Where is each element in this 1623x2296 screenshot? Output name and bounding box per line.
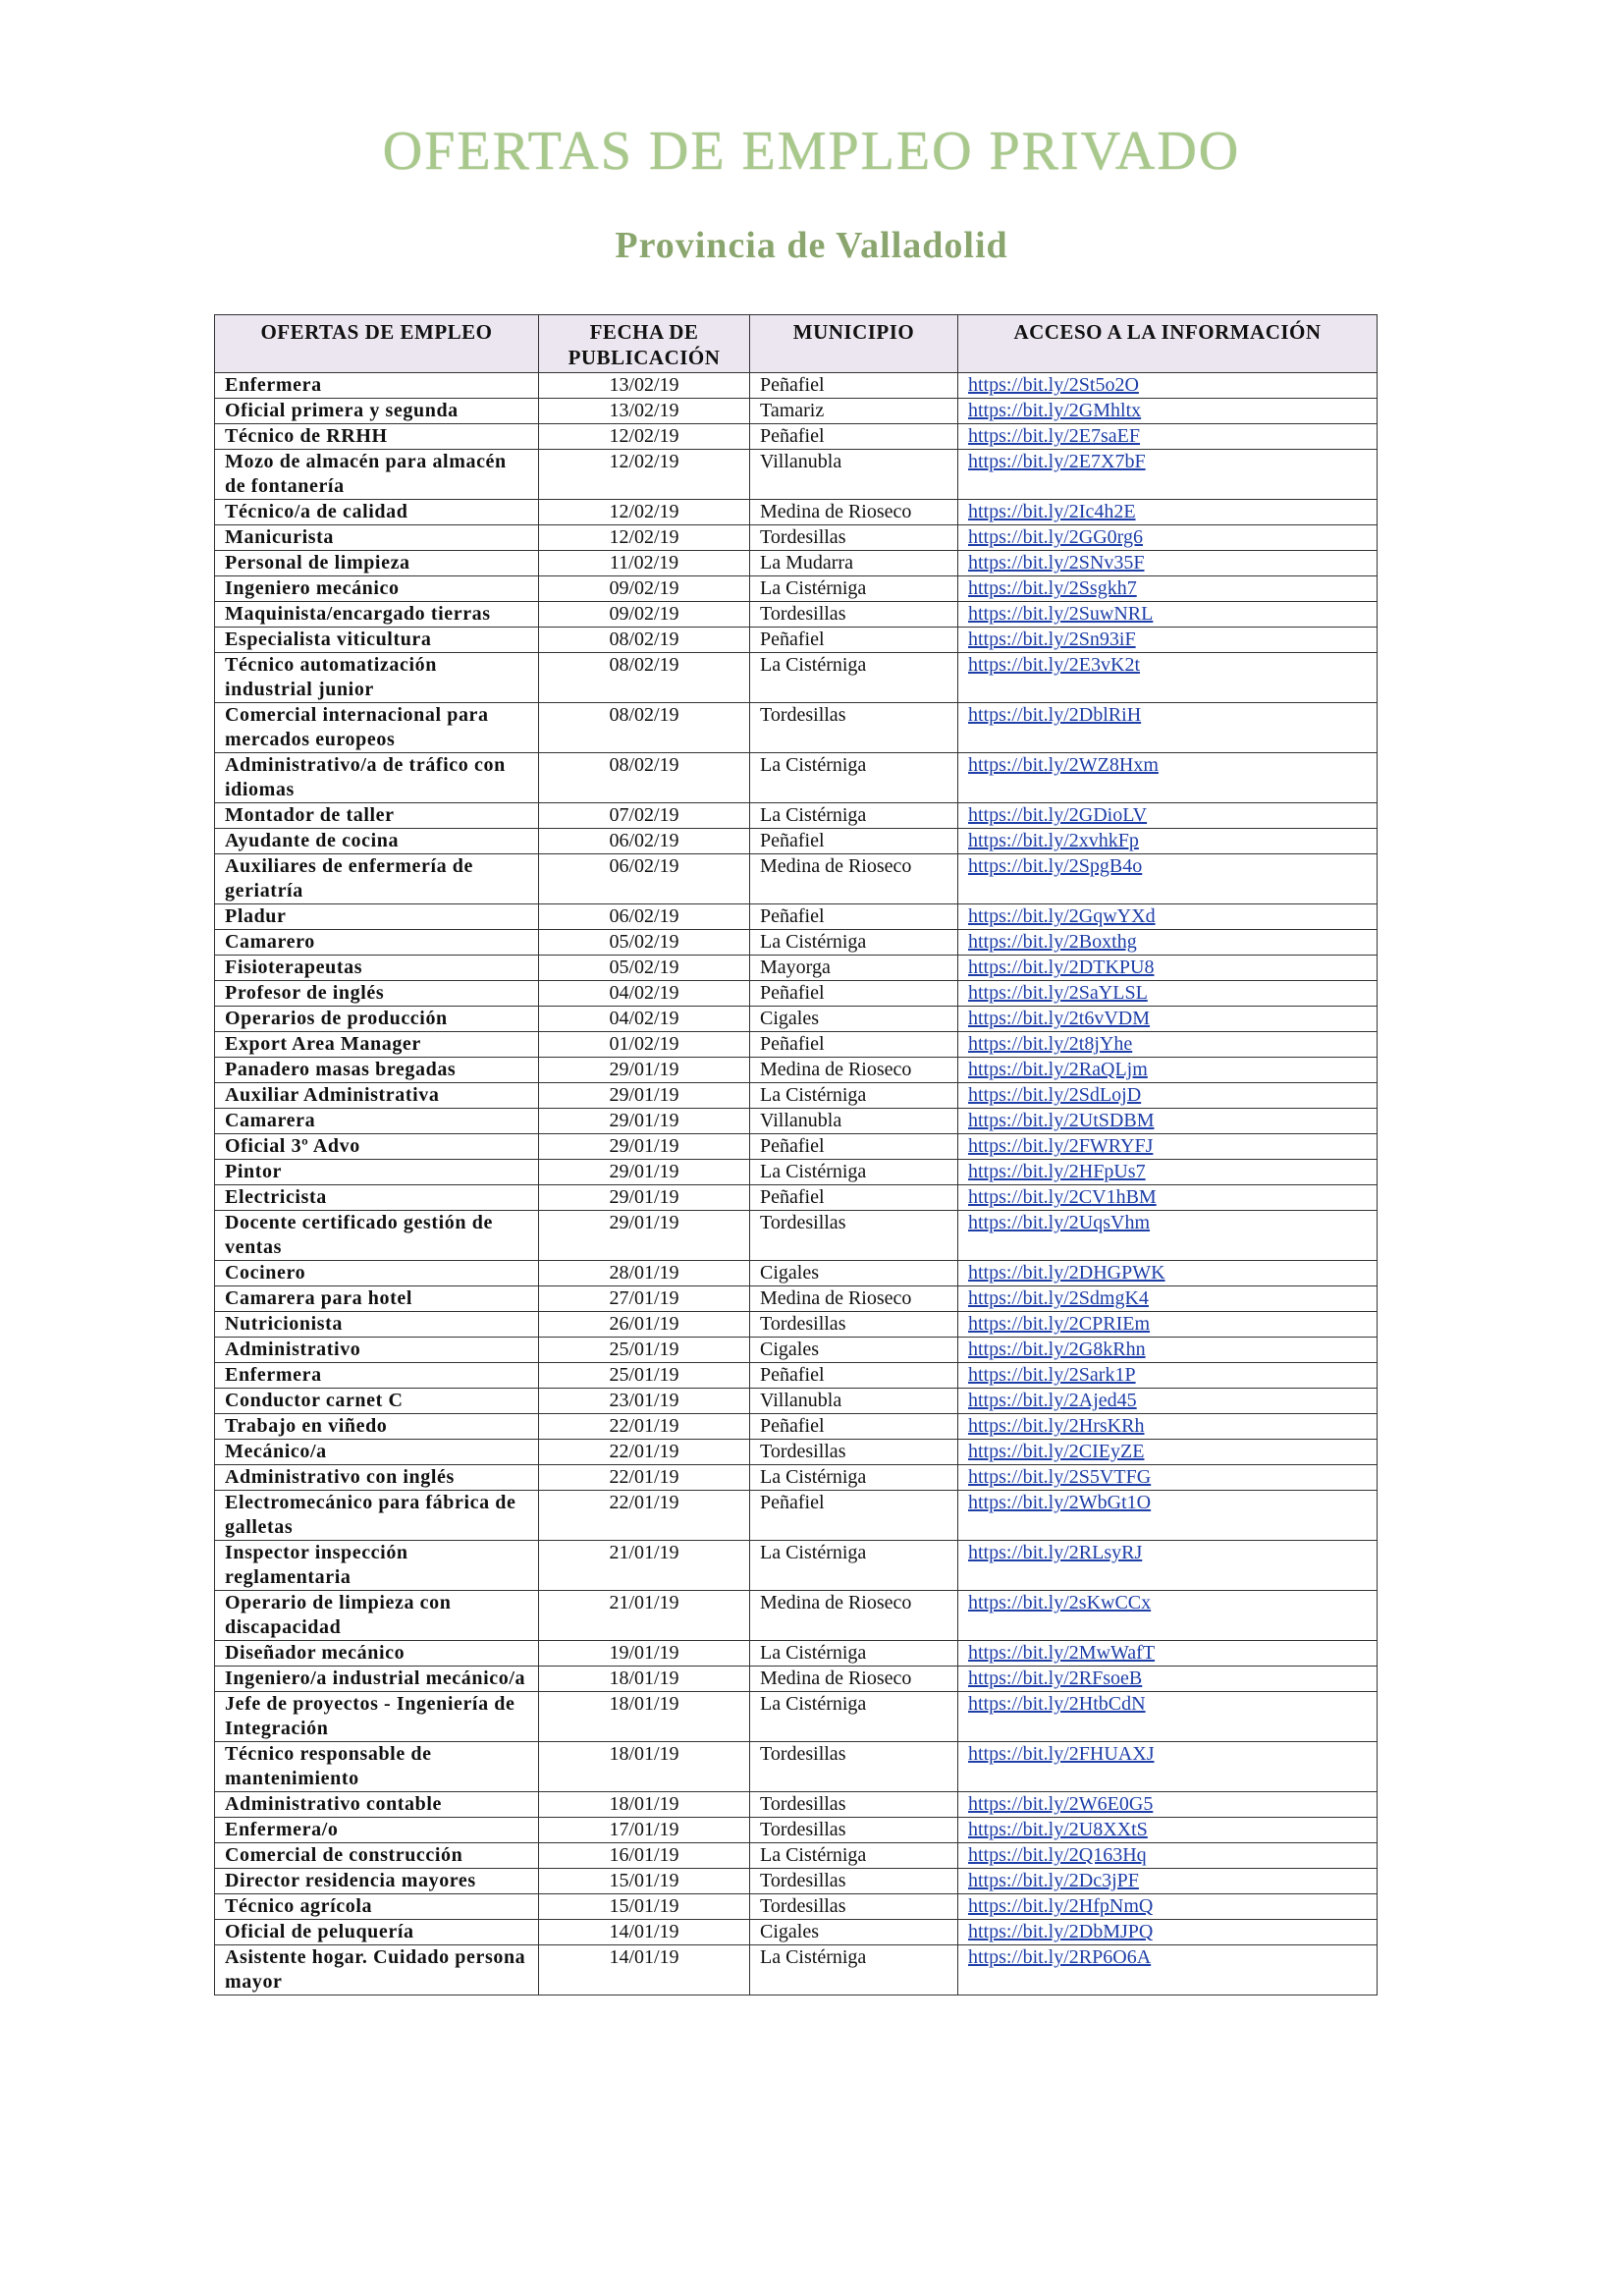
publication-date-cell: 29/01/19 — [539, 1109, 750, 1134]
offer-title-cell: Comercial internacional para mercados europeos — [215, 703, 539, 753]
publication-date-cell: 05/02/19 — [539, 956, 750, 981]
offer-title-cell: Fisioterapeutas — [215, 956, 539, 981]
municipality-cell: Peñafiel — [750, 628, 958, 653]
offer-title-cell: Mecánico/a — [215, 1440, 539, 1465]
offer-title-cell: Personal de limpieza — [215, 551, 539, 576]
info-link[interactable]: https://bit.ly/2HfpNmQ — [958, 1894, 1378, 1920]
offer-title-cell: Técnico/a de calidad — [215, 500, 539, 525]
table-row — [215, 1440, 1378, 1465]
publication-date-cell: 29/01/19 — [539, 1185, 750, 1211]
publication-date-cell: 17/01/19 — [539, 1818, 750, 1843]
publication-date-cell: 12/02/19 — [539, 525, 750, 551]
municipality-cell: Medina de Rioseco — [750, 1286, 958, 1312]
publication-date-cell: 29/01/19 — [539, 1211, 750, 1261]
table-row — [215, 399, 1378, 424]
info-link[interactable]: https://bit.ly/2SuwNRL — [958, 602, 1378, 628]
table-row — [215, 576, 1378, 602]
info-link[interactable]: https://bit.ly/2St5o2O — [958, 373, 1378, 399]
info-link[interactable]: https://bit.ly/2RP6O6A — [958, 1945, 1378, 1995]
table-row — [215, 628, 1378, 653]
table-row — [215, 1869, 1378, 1894]
table-row — [215, 803, 1378, 829]
info-link[interactable]: https://bit.ly/2Ajed45 — [958, 1389, 1378, 1414]
info-link[interactable]: https://bit.ly/2DHGPWK — [958, 1261, 1378, 1286]
info-link[interactable]: https://bit.ly/2RLsyRJ — [958, 1541, 1378, 1591]
offer-title-cell: Profesor de inglés — [215, 981, 539, 1007]
offer-title-cell: Ingeniero mecánico — [215, 576, 539, 602]
table-header-row — [215, 315, 1378, 373]
offer-title-cell: Oficial 3º Advo — [215, 1134, 539, 1160]
publication-date-cell: 08/02/19 — [539, 628, 750, 653]
publication-date-cell: 25/01/19 — [539, 1338, 750, 1363]
municipality-cell: Peñafiel — [750, 829, 958, 854]
publication-date-cell: 08/02/19 — [539, 703, 750, 753]
offer-title-cell: Especialista viticultura — [215, 628, 539, 653]
table-row — [215, 1692, 1378, 1742]
offer-title-cell: Pintor — [215, 1160, 539, 1185]
offer-title-cell: Montador de taller — [215, 803, 539, 829]
offer-title-cell: Administrativo/a de tráfico con idiomas — [215, 753, 539, 803]
publication-date-cell: 22/01/19 — [539, 1414, 750, 1440]
table-row — [215, 1843, 1378, 1869]
info-link[interactable]: https://bit.ly/2SpgB4o — [958, 854, 1378, 904]
offer-title-cell: Conductor carnet C — [215, 1389, 539, 1414]
publication-date-cell: 18/01/19 — [539, 1792, 750, 1818]
info-link[interactable]: https://bit.ly/2Sn93iF — [958, 628, 1378, 653]
info-link[interactable]: https://bit.ly/2HFpUs7 — [958, 1160, 1378, 1185]
table-row — [215, 1083, 1378, 1109]
table-row — [215, 1134, 1378, 1160]
table-row — [215, 525, 1378, 551]
page-subtitle: Provincia de Valladolid — [615, 225, 1008, 266]
info-link[interactable]: https://bit.ly/2DblRiH — [958, 703, 1378, 753]
info-link[interactable]: https://bit.ly/2E7saEF — [958, 424, 1378, 450]
publication-date-cell: 22/01/19 — [539, 1465, 750, 1491]
offer-title-cell: Inspector inspección reglamentaria — [215, 1541, 539, 1591]
municipality-cell: La Cistérniga — [750, 803, 958, 829]
table-body — [215, 373, 1378, 1995]
page-title: OFERTAS DE EMPLEO PRIVADO — [382, 121, 1241, 182]
offer-title-cell: Camarera — [215, 1109, 539, 1134]
publication-date-cell: 19/01/19 — [539, 1641, 750, 1667]
municipality-cell: Peñafiel — [750, 1134, 958, 1160]
table-row — [215, 829, 1378, 854]
table-row — [215, 1007, 1378, 1032]
offer-title-cell: Técnico responsable de mantenimiento — [215, 1742, 539, 1792]
table-row — [215, 1465, 1378, 1491]
offer-title-cell: Ingeniero/a industrial mecánico/a — [215, 1667, 539, 1692]
offer-title-cell: Administrativo — [215, 1338, 539, 1363]
offer-title-cell: Ayudante de cocina — [215, 829, 539, 854]
municipality-cell: Tordesillas — [750, 1869, 958, 1894]
offer-title-cell: Mozo de almacén para almacén de fontanería — [215, 450, 539, 500]
municipality-cell: Villanubla — [750, 450, 958, 500]
publication-date-cell: 29/01/19 — [539, 1160, 750, 1185]
info-link[interactable]: https://bit.ly/2SdmgK4 — [958, 1286, 1378, 1312]
publication-date-cell: 12/02/19 — [539, 424, 750, 450]
municipality-cell: Peñafiel — [750, 981, 958, 1007]
publication-date-cell: 06/02/19 — [539, 904, 750, 930]
municipality-cell: Peñafiel — [750, 373, 958, 399]
info-link[interactable]: https://bit.ly/2HtbCdN — [958, 1692, 1378, 1742]
municipality-cell: Tordesillas — [750, 1312, 958, 1338]
municipality-cell: Tordesillas — [750, 1792, 958, 1818]
table-row — [215, 1894, 1378, 1920]
municipality-cell: La Cistérniga — [750, 753, 958, 803]
offer-title-cell: Maquinista/encargado tierras — [215, 602, 539, 628]
offer-title-cell: Trabajo en viñedo — [215, 1414, 539, 1440]
info-link[interactable]: https://bit.ly/2DbMJPQ — [958, 1920, 1378, 1945]
municipality-cell: La Cistérniga — [750, 1465, 958, 1491]
info-link[interactable]: https://bit.ly/2G8kRhn — [958, 1338, 1378, 1363]
table-row — [215, 956, 1378, 981]
table-row — [215, 854, 1378, 904]
info-link[interactable]: https://bit.ly/2GG0rg6 — [958, 525, 1378, 551]
municipality-cell: La Cistérniga — [750, 1541, 958, 1591]
offer-title-cell: Camarero — [215, 930, 539, 956]
publication-date-cell: 04/02/19 — [539, 1007, 750, 1032]
publication-date-cell: 13/02/19 — [539, 373, 750, 399]
table-row — [215, 1363, 1378, 1389]
table-row — [215, 500, 1378, 525]
table-row — [215, 981, 1378, 1007]
offer-title-cell: Jefe de proyectos - Ingeniería de Integración — [215, 1692, 539, 1742]
offer-title-cell: Auxiliar Administrativa — [215, 1083, 539, 1109]
info-link[interactable]: https://bit.ly/2E7X7bF — [958, 450, 1378, 500]
publication-date-cell: 18/01/19 — [539, 1667, 750, 1692]
offer-title-cell: Diseñador mecánico — [215, 1641, 539, 1667]
table-row — [215, 1945, 1378, 1995]
publication-date-cell: 29/01/19 — [539, 1058, 750, 1083]
municipality-cell: Medina de Rioseco — [750, 1667, 958, 1692]
offer-title-cell: Manicurista — [215, 525, 539, 551]
offer-title-cell: Enfermera — [215, 1363, 539, 1389]
table-row — [215, 1818, 1378, 1843]
municipality-cell: Cigales — [750, 1920, 958, 1945]
table-row — [215, 1491, 1378, 1541]
offer-title-cell: Enfermera/o — [215, 1818, 539, 1843]
info-link[interactable]: https://bit.ly/2CPRIEm — [958, 1312, 1378, 1338]
info-link[interactable]: https://bit.ly/2GqwYXd — [958, 904, 1378, 930]
offer-title-cell: Camarera para hotel — [215, 1286, 539, 1312]
offer-title-cell: Enfermera — [215, 373, 539, 399]
municipality-cell: Tordesillas — [750, 1211, 958, 1261]
offer-title-cell: Nutricionista — [215, 1312, 539, 1338]
table-row — [215, 1261, 1378, 1286]
info-link[interactable]: https://bit.ly/2GMhltx — [958, 399, 1378, 424]
publication-date-cell: 26/01/19 — [539, 1312, 750, 1338]
offer-title-cell: Oficial de peluquería — [215, 1920, 539, 1945]
publication-date-cell: 15/01/19 — [539, 1894, 750, 1920]
publication-date-cell: 21/01/19 — [539, 1541, 750, 1591]
municipality-cell: La Cistérniga — [750, 1843, 958, 1869]
publication-date-cell: 23/01/19 — [539, 1389, 750, 1414]
info-link[interactable]: https://bit.ly/2xvhkFp — [958, 829, 1378, 854]
table-row — [215, 1667, 1378, 1692]
offer-title-cell: Operarios de producción — [215, 1007, 539, 1032]
table-row — [215, 653, 1378, 703]
municipality-cell: Medina de Rioseco — [750, 1058, 958, 1083]
table-row — [215, 1312, 1378, 1338]
info-link[interactable]: https://bit.ly/2SNv35F — [958, 551, 1378, 576]
municipality-cell: Villanubla — [750, 1109, 958, 1134]
municipality-cell: Peñafiel — [750, 1414, 958, 1440]
table-row — [215, 1211, 1378, 1261]
publication-date-cell: 18/01/19 — [539, 1742, 750, 1792]
publication-date-cell: 22/01/19 — [539, 1491, 750, 1541]
info-link[interactable]: https://bit.ly/2t6vVDM — [958, 1007, 1378, 1032]
offer-title-cell: Comercial de construcción — [215, 1843, 539, 1869]
info-link[interactable]: https://bit.ly/2U8XXtS — [958, 1818, 1378, 1843]
publication-date-cell: 06/02/19 — [539, 829, 750, 854]
offer-title-cell: Electricista — [215, 1185, 539, 1211]
info-link[interactable]: https://bit.ly/2DTKPU8 — [958, 956, 1378, 981]
publication-date-cell: 01/02/19 — [539, 1032, 750, 1058]
table-row — [215, 1641, 1378, 1667]
municipality-cell: Tordesillas — [750, 1818, 958, 1843]
info-link[interactable]: https://bit.ly/2WZ8Hxm — [958, 753, 1378, 803]
table-row — [215, 904, 1378, 930]
info-link[interactable]: https://bit.ly/2Dc3jPF — [958, 1869, 1378, 1894]
table-row — [215, 1058, 1378, 1083]
table-row — [215, 602, 1378, 628]
municipality-cell: Peñafiel — [750, 1363, 958, 1389]
publication-date-cell: 07/02/19 — [539, 803, 750, 829]
table-row — [215, 1920, 1378, 1945]
municipality-cell: La Cistérniga — [750, 1083, 958, 1109]
info-link[interactable]: https://bit.ly/2UtSDBM — [958, 1109, 1378, 1134]
municipality-cell: Peñafiel — [750, 1185, 958, 1211]
info-link[interactable]: https://bit.ly/2CV1hBM — [958, 1185, 1378, 1211]
offer-title-cell: Técnico de RRHH — [215, 424, 539, 450]
header-ofertas: OFERTAS DE EMPLEO — [215, 315, 539, 373]
publication-date-cell: 27/01/19 — [539, 1286, 750, 1312]
table-row — [215, 1032, 1378, 1058]
publication-date-cell: 05/02/19 — [539, 930, 750, 956]
municipality-cell: Medina de Rioseco — [750, 1591, 958, 1641]
info-link[interactable]: https://bit.ly/2t8jYhe — [958, 1032, 1378, 1058]
info-link[interactable]: https://bit.ly/2FWRYFJ — [958, 1134, 1378, 1160]
info-link[interactable]: https://bit.ly/2RaQLjm — [958, 1058, 1378, 1083]
publication-date-cell: 25/01/19 — [539, 1363, 750, 1389]
municipality-cell: Medina de Rioseco — [750, 500, 958, 525]
offer-title-cell: Export Area Manager — [215, 1032, 539, 1058]
table-row — [215, 1160, 1378, 1185]
publication-date-cell: 15/01/19 — [539, 1869, 750, 1894]
offer-title-cell: Auxiliares de enfermería de geriatría — [215, 854, 539, 904]
offer-title-cell: Cocinero — [215, 1261, 539, 1286]
municipality-cell: Peñafiel — [750, 1491, 958, 1541]
info-link[interactable]: https://bit.ly/2SaYLSL — [958, 981, 1378, 1007]
publication-date-cell: 08/02/19 — [539, 653, 750, 703]
municipality-cell: Tordesillas — [750, 1894, 958, 1920]
offer-title-cell: Administrativo con inglés — [215, 1465, 539, 1491]
municipality-cell: Villanubla — [750, 1389, 958, 1414]
table-row — [215, 1792, 1378, 1818]
table-row — [215, 1109, 1378, 1134]
info-link[interactable]: https://bit.ly/2sKwCCx — [958, 1591, 1378, 1641]
municipality-cell: Medina de Rioseco — [750, 854, 958, 904]
municipality-cell: La Cistérniga — [750, 930, 958, 956]
publication-date-cell: 18/01/19 — [539, 1692, 750, 1742]
municipality-cell: La Cistérniga — [750, 1945, 958, 1995]
municipality-cell: La Mudarra — [750, 551, 958, 576]
table-row — [215, 450, 1378, 500]
info-link[interactable]: https://bit.ly/2Boxthg — [958, 930, 1378, 956]
table-row — [215, 930, 1378, 956]
municipality-cell: Peñafiel — [750, 904, 958, 930]
offer-title-cell: Oficial primera y segunda — [215, 399, 539, 424]
municipality-cell: La Cistérniga — [750, 653, 958, 703]
publication-date-cell: 14/01/19 — [539, 1920, 750, 1945]
offer-title-cell: Docente certificado gestión de ventas — [215, 1211, 539, 1261]
header-acceso: ACCESO A LA INFORMACIÓN — [958, 315, 1378, 373]
publication-date-cell: 06/02/19 — [539, 854, 750, 904]
municipality-cell: Tamariz — [750, 399, 958, 424]
table-row — [215, 1541, 1378, 1591]
municipality-cell: Tordesillas — [750, 525, 958, 551]
publication-date-cell: 09/02/19 — [539, 602, 750, 628]
table-row — [215, 551, 1378, 576]
publication-date-cell: 11/02/19 — [539, 551, 750, 576]
offer-title-cell: Técnico automatización industrial junior — [215, 653, 539, 703]
municipality-cell: Peñafiel — [750, 424, 958, 450]
municipality-cell: Cigales — [750, 1261, 958, 1286]
municipality-cell: Cigales — [750, 1338, 958, 1363]
offer-title-cell: Técnico agrícola — [215, 1894, 539, 1920]
info-link[interactable]: https://bit.ly/2Sark1P — [958, 1363, 1378, 1389]
municipality-cell: La Cistérniga — [750, 1692, 958, 1742]
publication-date-cell: 22/01/19 — [539, 1440, 750, 1465]
info-link[interactable]: https://bit.ly/2S5VTFG — [958, 1465, 1378, 1491]
info-link[interactable]: https://bit.ly/2Ssgkh7 — [958, 576, 1378, 602]
offer-title-cell: Director residencia mayores — [215, 1869, 539, 1894]
municipality-cell: Peñafiel — [750, 1032, 958, 1058]
publication-date-cell: 13/02/19 — [539, 399, 750, 424]
publication-date-cell: 12/02/19 — [539, 500, 750, 525]
offer-title-cell: Asistente hogar. Cuidado persona mayor — [215, 1945, 539, 1995]
info-link[interactable]: https://bit.ly/2MwWafT — [958, 1641, 1378, 1667]
info-link[interactable]: https://bit.ly/2CIEyZE — [958, 1440, 1378, 1465]
municipality-cell: La Cistérniga — [750, 1641, 958, 1667]
table-row — [215, 1338, 1378, 1363]
publication-date-cell: 29/01/19 — [539, 1083, 750, 1109]
table-row — [215, 1742, 1378, 1792]
publication-date-cell: 16/01/19 — [539, 1843, 750, 1869]
publication-date-cell: 08/02/19 — [539, 753, 750, 803]
info-link[interactable]: https://bit.ly/2Ic4h2E — [958, 500, 1378, 525]
info-link[interactable]: https://bit.ly/2UqsVhm — [958, 1211, 1378, 1261]
table-row — [215, 424, 1378, 450]
municipality-cell: La Cistérniga — [750, 1160, 958, 1185]
publication-date-cell: 09/02/19 — [539, 576, 750, 602]
municipality-cell: La Cistérniga — [750, 576, 958, 602]
publication-date-cell: 28/01/19 — [539, 1261, 750, 1286]
publication-date-cell: 21/01/19 — [539, 1591, 750, 1641]
table-row — [215, 373, 1378, 399]
info-link[interactable]: https://bit.ly/2WbGt1O — [958, 1491, 1378, 1541]
table-row — [215, 753, 1378, 803]
publication-date-cell: 29/01/19 — [539, 1134, 750, 1160]
offer-title-cell: Electromecánico para fábrica de galletas — [215, 1491, 539, 1541]
offer-title-cell: Operario de limpieza con discapacidad — [215, 1591, 539, 1641]
municipality-cell: Mayorga — [750, 956, 958, 981]
info-link[interactable]: https://bit.ly/2HrsKRh — [958, 1414, 1378, 1440]
publication-date-cell: 14/01/19 — [539, 1945, 750, 1995]
offer-title-cell: Panadero masas bregadas — [215, 1058, 539, 1083]
municipality-cell: Tordesillas — [750, 703, 958, 753]
table-row — [215, 703, 1378, 753]
info-link[interactable]: https://bit.ly/2RFsoeB — [958, 1667, 1378, 1692]
info-link[interactable]: https://bit.ly/2E3vK2t — [958, 653, 1378, 703]
table-row — [215, 1185, 1378, 1211]
offer-title-cell: Pladur — [215, 904, 539, 930]
municipality-cell: Tordesillas — [750, 602, 958, 628]
header-fecha: FECHA DE PUBLICACIÓN — [539, 315, 750, 373]
info-link[interactable]: https://bit.ly/2SdLojD — [958, 1083, 1378, 1109]
table-row — [215, 1591, 1378, 1641]
municipality-cell: Tordesillas — [750, 1742, 958, 1792]
table-row — [215, 1286, 1378, 1312]
table-row — [215, 1389, 1378, 1414]
header-municipio: MUNICIPIO — [750, 315, 958, 373]
publication-date-cell: 04/02/19 — [539, 981, 750, 1007]
municipality-cell: Cigales — [750, 1007, 958, 1032]
municipality-cell: Tordesillas — [750, 1440, 958, 1465]
publication-date-cell: 12/02/19 — [539, 450, 750, 500]
offer-title-cell: Administrativo contable — [215, 1792, 539, 1818]
job-offers-table — [214, 314, 1378, 1995]
info-link[interactable]: https://bit.ly/2W6E0G5 — [958, 1792, 1378, 1818]
info-link[interactable]: https://bit.ly/2Q163Hq — [958, 1843, 1378, 1869]
table-row — [215, 1414, 1378, 1440]
info-link[interactable]: https://bit.ly/2FHUAXJ — [958, 1742, 1378, 1792]
info-link[interactable]: https://bit.ly/2GDioLV — [958, 803, 1378, 829]
